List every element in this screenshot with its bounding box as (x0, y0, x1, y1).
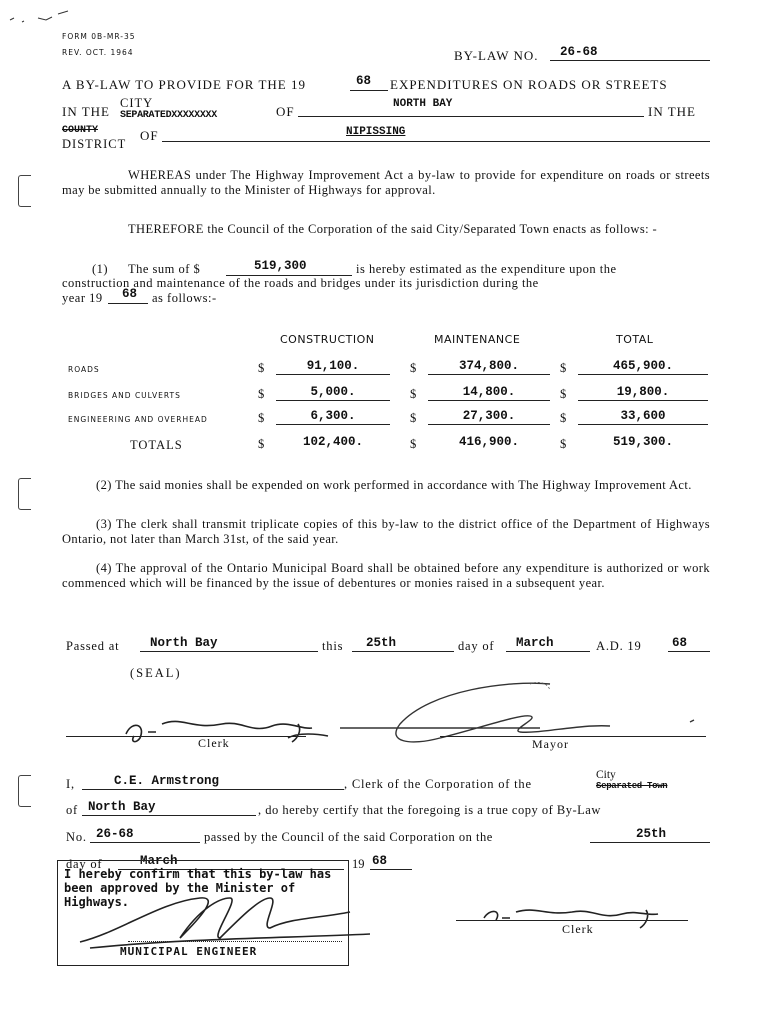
passed-this: this (322, 639, 344, 653)
clause1-year-line (108, 303, 148, 304)
cert-year-prefix: 19 (352, 857, 365, 871)
clause1-text-d: year 19 (62, 291, 103, 305)
col-header-maintenance: MAINTENANCE (434, 333, 521, 346)
cert-day: 25th (636, 827, 667, 841)
cert-clerk-name-line (82, 789, 344, 790)
punch-hole-mark (18, 175, 31, 207)
currency-sign: $ (410, 411, 417, 425)
cert-of: of (66, 803, 79, 817)
cell-engineering-total: 33,600 (620, 409, 666, 423)
cert-clerk-label: Clerk (562, 922, 594, 936)
passed-place-line (140, 651, 318, 652)
title-city: CITY (120, 96, 154, 110)
clause1-text-a: The sum of $ (128, 262, 201, 276)
cert-year-line (370, 869, 412, 870)
cell-roads-total: 465,900. (612, 359, 673, 373)
currency-sign: $ (560, 437, 567, 451)
currency-sign: $ (258, 387, 265, 401)
mayor-signature (300, 670, 710, 750)
row-label-roads: ROADS (68, 365, 100, 374)
title-district: DISTRICT (62, 137, 127, 151)
row-label-bridges: BRIDGES AND CULVERTS (68, 391, 181, 400)
mayor-signature-line (440, 736, 706, 737)
cell-underline (428, 424, 550, 425)
cell-totals-construction: 102,400. (302, 435, 363, 449)
title-of: OF (276, 104, 295, 119)
cert-struck: Separated Town (596, 781, 668, 791)
passed-day: 25th (366, 636, 397, 650)
cell-bridges-total: 19,800. (616, 385, 670, 399)
cell-underline (428, 400, 550, 401)
cell-underline (428, 374, 550, 375)
municipality-line (298, 116, 644, 117)
clause1-text-e: as follows:- (152, 291, 217, 305)
district-line (162, 141, 710, 142)
passed-day-of: day of (458, 639, 495, 653)
bylaw-number-line (550, 60, 710, 61)
stamp-line-3: Highways. (64, 895, 130, 909)
cell-underline (578, 400, 708, 401)
title-municipality: NORTH BAY (393, 98, 453, 110)
clause1-year: 68 (122, 287, 138, 301)
col-header-total: TOTAL (616, 333, 654, 346)
bylaw-label: BY-LAW NO. (454, 48, 539, 63)
passed-year: 68 (672, 636, 688, 650)
cert-day-line (590, 842, 710, 843)
stamp-footer: MUNICIPAL ENGINEER (120, 945, 258, 958)
cert-clerk-signature-line (456, 920, 688, 921)
row-label-engineering: ENGINEERING AND OVERHEAD (68, 415, 208, 424)
cert-city: City (596, 769, 616, 781)
title-in-the: IN THE (62, 104, 111, 119)
cell-bridges-construction: 5,000. (310, 385, 356, 399)
therefore-paragraph: THEREFORE the Council of the Corporation of the said City/Separated Town enacts as follows: - (128, 222, 658, 236)
cell-engineering-construction: 6,300. (310, 409, 356, 423)
title-line1-prefix: A BY-LAW TO PROVIDE FOR THE 19 (62, 77, 306, 92)
engineer-signature (60, 892, 390, 956)
currency-sign: $ (560, 361, 567, 375)
cell-totals-total: 519,300. (612, 435, 673, 449)
cell-underline (578, 374, 708, 375)
passed-at-label: Passed at (66, 639, 120, 653)
clause4-paragraph: (4) The approval of the Ontario Municipal Board shall be obtained before any expenditure is authorized or work commenced which will be financed by the issue of debentures or monies raised in a subsequent year. (62, 561, 710, 590)
cert-passed-by: passed by the Council of the said Corporation on the (204, 830, 493, 844)
currency-sign: $ (258, 361, 265, 375)
currency-sign: $ (560, 411, 567, 425)
cert-municipality-line (82, 815, 256, 816)
clerk-label: Clerk (198, 736, 230, 750)
row-label-totals: TOTALS (130, 438, 183, 452)
corner-scribble (8, 6, 88, 26)
cert-clerk-of-corp: , Clerk of the Corporation of the (344, 777, 532, 791)
cert-i: I, (66, 777, 75, 791)
cert-municipality: North Bay (88, 800, 156, 814)
cert-year: 68 (372, 854, 388, 868)
title-of2: OF (140, 128, 159, 143)
clause3-paragraph: (3) The clerk shall transmit triplicate copies of this by-law to the district office of the Department of Highways Ontario, not later than March 31st, of the said year. (62, 517, 710, 546)
cell-totals-maintenance: 416,900. (458, 435, 519, 449)
clause1-sum: 519,300 (254, 259, 307, 273)
passed-month-line (506, 651, 590, 652)
cell-roads-maintenance: 374,800. (458, 359, 519, 373)
title-in-the-end: IN THE (648, 104, 697, 119)
cell-underline (276, 424, 390, 425)
passed-day-line (352, 651, 454, 652)
passed-place: North Bay (150, 636, 218, 650)
clause2-paragraph: (2) The said monies shall be expended on work performed in accordance with The Highway Improvement Act. (96, 478, 692, 492)
currency-sign: $ (560, 387, 567, 401)
title-line1-suffix: EXPENDITURES ON ROADS OR STREETS (390, 77, 668, 92)
cell-bridges-maintenance: 14,800. (462, 385, 516, 399)
form-number: FORM 0B-MR-35 (62, 32, 136, 41)
bylaw-number: 26-68 (560, 45, 598, 59)
title-struck-county: COUNTY (62, 125, 99, 136)
cell-underline (276, 374, 390, 375)
passed-month: March (516, 636, 554, 650)
cell-engineering-maintenance: 27,300. (462, 409, 516, 423)
whereas-paragraph: WHEREAS under The Highway Improvement Act a by-law to provide for expenditure on roads or streets may be submitted annually to the Minister of Highways for approval. (62, 168, 710, 197)
clause1-num: (1) (92, 262, 109, 276)
cert-month: March (140, 854, 178, 868)
currency-sign: $ (258, 437, 265, 451)
currency-sign: $ (258, 411, 265, 425)
seal-label: (SEAL) (130, 666, 182, 680)
cert-bylaw-number: 26-68 (96, 827, 134, 841)
stamp-line-2: been approved by the Minister of (64, 881, 296, 895)
passed-ad: A.D. 19 (596, 639, 642, 653)
col-header-construction: CONSTRUCTION (280, 333, 375, 346)
cell-underline (276, 400, 390, 401)
currency-sign: $ (410, 437, 417, 451)
cert-no: No. (66, 830, 87, 844)
mayor-label: Mayor (532, 737, 569, 751)
title-year: 68 (356, 74, 372, 88)
cert-certify: , do hereby certify that the foregoing is a true copy of By-Law (258, 803, 601, 817)
title-year-line (350, 90, 388, 91)
clause1-text-b: is hereby estimated as the expenditure upon the (356, 262, 617, 276)
title-district-name: NIPISSING (346, 126, 406, 138)
cell-underline (578, 424, 708, 425)
title-struck-separated: SEPARATEDXXXXXXXX (120, 110, 217, 121)
form-revision: REV. OCT. 1964 (62, 48, 134, 57)
currency-sign: $ (410, 387, 417, 401)
stamp-line-1: I hereby confirm that this by-law has (64, 867, 332, 881)
cert-clerk-name: C.E. Armstrong (114, 774, 220, 788)
cert-bylaw-number-line (90, 842, 200, 843)
clerk-signature-line (66, 736, 306, 737)
passed-year-line (668, 651, 710, 652)
clause1-text-c: construction and maintenance of the roads and bridges under its jurisdiction during the (62, 276, 539, 290)
punch-hole-mark (18, 478, 31, 510)
currency-sign: $ (410, 361, 417, 375)
punch-hole-mark (18, 775, 31, 807)
cert-day-of: day of (66, 857, 103, 871)
cell-roads-construction: 91,100. (306, 359, 360, 373)
